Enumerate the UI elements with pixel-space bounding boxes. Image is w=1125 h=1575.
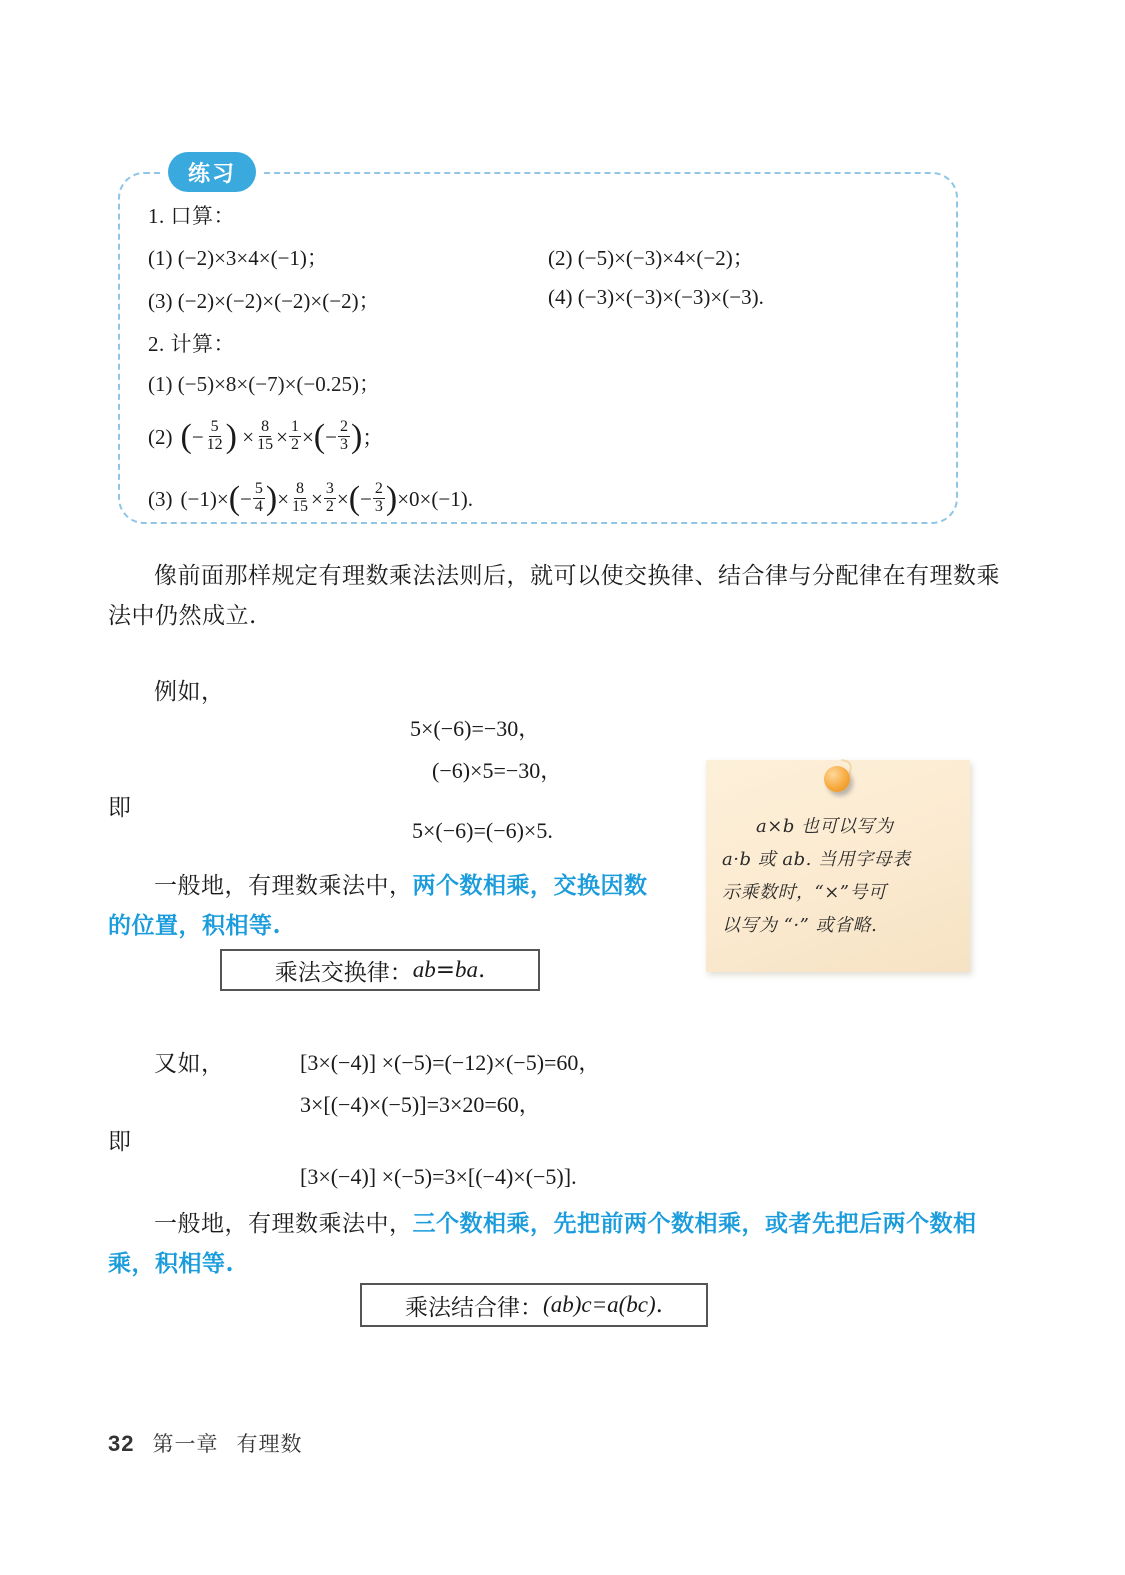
problem-2-item-3-label: (3): [148, 486, 173, 511]
sticky-line-1: a×b 也可以写为: [756, 816, 894, 837]
times-sign: ×: [336, 486, 349, 511]
times-sign: ×: [311, 486, 323, 511]
problem-1-item-3: (3) (−2)×(−2)×(−2)×(−2)；: [148, 289, 380, 313]
example-equation-1: 5×(−6)=−30，: [410, 716, 541, 741]
close-paren-icon: ): [225, 417, 237, 455]
problem-2-item-2-label: (2): [148, 424, 173, 449]
rule-1-paragraph: [108, 866, 668, 946]
intro-paragraph: 像前面那样规定有理数乘法法则后，就可以使交换律、结合律与分配律在有理数乘法中仍然成立.: [108, 563, 1000, 629]
times-sign: ×: [277, 486, 290, 511]
sticky-line-2: a·b 或 ab. 当用字母表: [722, 849, 911, 870]
problem-1-item-1: (1) (−2)×3×4×(−1)；: [148, 246, 328, 270]
rule-2-highlight: 三个数相乘，先把前两个数相乘，或者先把后两个数相乘，积相等.: [108, 1210, 977, 1277]
fraction-2-3: $\frac{2}{3}$: [339, 418, 348, 453]
sticky-note: [706, 760, 970, 972]
close-paren-icon: ): [265, 479, 278, 517]
problem-2-item-2: [148, 411, 948, 463]
footer-chapter-title: 有理数: [236, 1432, 303, 1456]
minus-sign: −: [325, 424, 337, 449]
minus-sign: −: [360, 486, 372, 511]
sticky-line-4: 以写为 “·” 或省略.: [722, 915, 878, 936]
open-paren-icon: (: [180, 417, 192, 455]
problem-1-row-2: [148, 285, 948, 315]
period: .: [655, 1292, 663, 1318]
problem-2-item-3-tail: ×0×(−1).: [397, 486, 473, 511]
commutative-law-label: 乘法交换律：: [274, 959, 413, 986]
times-sign: ×: [301, 424, 314, 449]
example2-equation-2: 3×[(−4)×(−5)]=3×20=60，: [300, 1092, 541, 1117]
rule-1-prefix: 一般地，有理数乘法中，: [154, 873, 413, 899]
example-equation-2: (−6)×5=−30，: [432, 758, 563, 783]
times-sign: ×: [237, 424, 255, 449]
sticky-note-text: [722, 810, 954, 942]
problem-2-item-3-lead: (−1)×: [180, 486, 229, 511]
rule-1-highlight: 两个数相乘，交换因数的位置，积相等.: [108, 872, 648, 939]
problem-1-heading: 1. 口算：: [148, 204, 235, 228]
problem-2-item-3: [148, 473, 948, 525]
close-paren-icon: ): [350, 417, 363, 455]
pushpin-icon: [824, 766, 850, 792]
example-equation-3: 5×(−6)=(−6)×5.: [412, 818, 553, 843]
example2-equation-1: [3×(−4)] ×(−5)=(−12)×(−5)=60，: [300, 1050, 601, 1075]
period: .: [477, 957, 486, 983]
problem-1-item-4: (4) (−3)×(−3)×(−3)×(−3).: [548, 285, 764, 309]
fraction-3-2: $\frac{3}{2}$: [325, 480, 334, 515]
ji-label-2: 即: [108, 1129, 132, 1155]
problem-1-item-2: (2) (−5)×(−3)×4×(−2)；: [548, 246, 754, 270]
rule-2-prefix: 一般地，有理数乘法中，: [154, 1211, 413, 1237]
fraction-5-12: $\frac{5}{12}$: [206, 418, 223, 453]
page-footer: [108, 1428, 302, 1458]
problem-2-item-1: (1) (−5)×8×(−7)×(−0.25)；: [148, 372, 381, 396]
open-paren-icon: (: [228, 479, 241, 517]
associative-law-box: [360, 1283, 708, 1327]
fraction-1-2: $\frac{1}{2}$: [290, 418, 299, 453]
example2-equation-3: [3×(−4)] ×(−5)=3×[(−4)×(−5)].: [300, 1164, 577, 1189]
fraction-5-4: $\frac{5}{4}$: [254, 480, 263, 515]
minus-sign: −: [191, 424, 204, 449]
practice-content: [148, 200, 948, 535]
commutative-law-lhs: ab: [412, 957, 436, 982]
times-sign: ×: [276, 424, 288, 449]
problem-2-heading: 2. 计算：: [148, 332, 235, 356]
practice-badge: 练习: [168, 152, 256, 192]
problem-2-item-2-tail: ；: [362, 426, 384, 451]
minus-sign: −: [240, 486, 252, 511]
open-paren-icon: (: [313, 417, 326, 455]
example-label-1: 例如，: [154, 679, 225, 705]
fraction-2-3: $\frac{2}{3}$: [374, 480, 383, 515]
fraction-8-15: $\frac{8}{15}$: [292, 480, 309, 515]
problem-1-row-1: [148, 242, 948, 272]
page-number: 32: [108, 1431, 135, 1456]
associative-law-math: (ab)c=a(bc): [543, 1292, 656, 1317]
close-paren-icon: ): [385, 479, 398, 517]
sticky-line-3: 示乘数时，“×”号可: [722, 882, 887, 903]
commutative-law-box: [220, 949, 540, 991]
example-label-2: 又如，: [154, 1051, 225, 1077]
equals-sign: =: [435, 957, 455, 983]
footer-chapter: 第一章: [152, 1432, 219, 1456]
rule-2-paragraph: [108, 1204, 1008, 1284]
fraction-8-15: $\frac{8}{15}$: [257, 418, 274, 453]
commutative-law-rhs: ba: [454, 957, 478, 982]
associative-law-label: 乘法结合律：: [405, 1294, 544, 1321]
ji-label-1: 即: [108, 795, 132, 821]
open-paren-icon: (: [348, 479, 361, 517]
